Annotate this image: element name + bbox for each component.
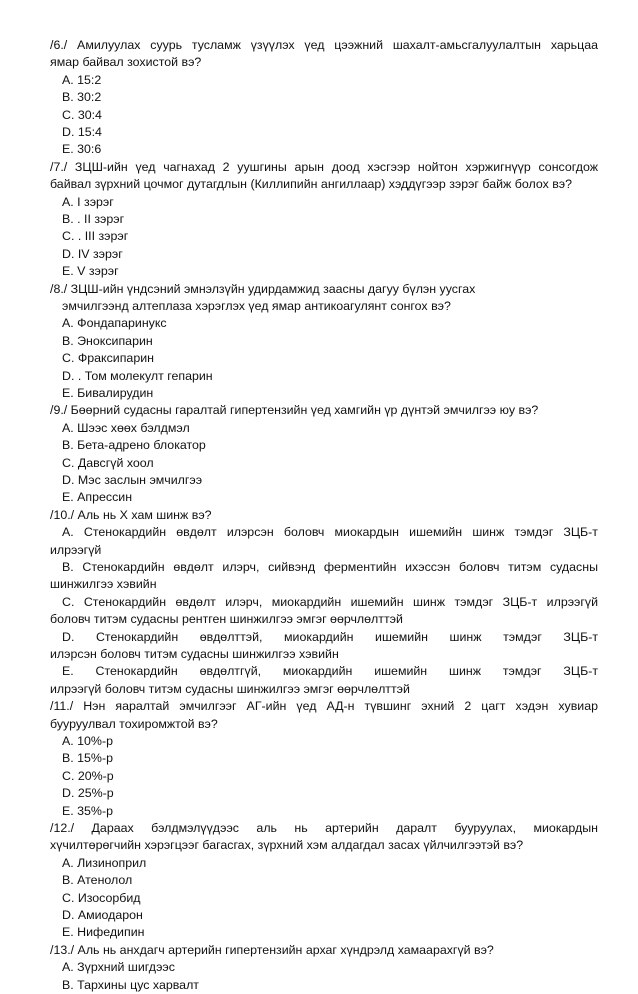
text-line: С. Фраксипарин [62,351,154,366]
text-line: A. I зэрэг [62,194,114,209]
text-line: B. 30:2 [62,90,102,105]
text-line: шинжилгээ хэвийн [50,577,157,592]
text-line: Е. Нифедипин [62,925,145,940]
text-line: А. Стенокардийн өвдөлт илэрсэн боловч миокардын ишемийн шинж тэмдэг ЗЦБ-т [62,525,598,540]
text-line: /12./ Дараах бэлдмэлүүдээс аль нь артерийн даралт бууруулах, миокардын [50,821,598,835]
text-line: B. . II зэрэг [62,212,125,226]
text-line: /6./ Амилуулах суурь тусламж үзүүлэх үед цээжний шахалт-амьсгалуулалтын харьцаа [50,38,598,52]
text-line: E. Стенокардийн өвдөлтгүй, миокардийн ишемийн шинж тэмдэг ЗЦБ-т [62,664,598,679]
text-line: илэрсэн боловч титэм судасны шинжилгээ хэвийн [50,647,339,661]
text-line: хүчилтөрөгчийн хэрэгцээг багасгах, зүрхний хэм алдагдал засах үйлчилгээтэй вэ? [50,838,524,853]
text-line: В. Бета-адрено блокатор [62,438,206,453]
text-line: D. Мэс заслын эмчилгээ [62,473,203,487]
text-line: D. 25%-р [62,786,114,801]
text-line: C. 20%-р [62,768,114,783]
text-line: /13./ Аль нь анхдагч артерийн гипертензийн архаг хүндрэлд хамаарахгүй вэ? [50,942,494,957]
text-line: Е. Апрессин [62,490,133,505]
text-line: А. Фондапаринукс [62,316,167,331]
text-line: D. . Том молекулт гепарин [62,368,213,383]
text-line: В. Тархины цус харвалт [62,977,199,992]
text-line: С. Стенокардийн өвдөлт илэрч, миокардийн ишемийн шинж тэмдэг ЗЦБ-т илрээгүй [62,594,598,609]
text-line: илрээгүй боловч титэм судасны шинжилгээ эмгэг өөрчлөлттэй [50,681,410,696]
text-line: D. Стенокардийн өвдөлттэй, миокардийн ишемийн шинж тэмдэг ЗЦБ-т [62,629,598,644]
text-line: С. Изосорбид [62,890,141,905]
text-line: байвал зүрхний цочмог дутагдлын (Киллипийн ангиллаар) хэддүгээр зэрэг байж болох вэ? [50,177,573,192]
text-line: A. 10%-р [62,734,113,748]
text-line: С. Давсгүй хоол [62,455,154,470]
text-line: А. Лизиноприл [62,855,147,870]
text-line: эмчилгээнд алтеплаза хэрэглэх үед ямар антикоагулянт сонгох вэ? [62,299,451,313]
text-line: В. Эноксипарин [62,333,153,348]
text-line: В. Атенолол [62,873,133,888]
text-line: E. V зэрэг [62,264,119,279]
text-line: C. 30:4 [62,107,102,122]
text-line: илрээгүй [50,542,102,557]
text-line: А. Шээс хөөх бэлдмэл [62,420,190,435]
text-line: /9./ Бөөрний судасны гаралтай гипертензийн үед хамгийн үр дүнтэй эмчилгээ юу вэ? [50,403,539,418]
text-line: В. Стенокардийн өвдөлт илэрч, сийвэнд ферментийн ихэссэн боловч титэм судасны [62,560,598,574]
text-line: /8./ ЗЦШ-ийн үндсэний эмнэлзүйн удирдамжид заасны дагуу бүлэн уусгах [50,281,476,296]
text-line: B. 15%-р [62,751,113,766]
text-line: ямар байвал зохистой вэ? [50,55,202,70]
text-line: Е. Бивалирудин [62,386,154,400]
text-line: D. Амиодарон [62,908,143,922]
text-line: А. 15:2 [62,72,102,87]
text-line: D. 15:4 [62,125,102,139]
text-line: боловч титэм судасны рентген шинжилгээ эмгэг өөрчлөлттэй [50,612,403,627]
text-line: C. . III зэрэг [62,229,129,244]
text-line: D. IV зэрэг [62,246,123,261]
text-line: /7./ ЗЦШ-ийн үед чагнахад 2 уушгины арын доод хэсгээр нойтон хэржигнүүр сонсогдож [50,159,598,174]
text-line: /10./ Аль нь X хам шинж вэ? [50,507,212,522]
text-line: А. Зүрхний шигдээс [62,960,175,975]
text-line: E. 30:6 [62,142,102,157]
text-line: /11./ Нэн яаралтай эмчилгээг АГ-ийн үед АД-н түвшинг эхний 2 цагт хэдэн хувиар [50,699,598,714]
text-line: E. 35%-р [62,803,113,818]
text-line: бууруулвал тохиромжтой вэ? [50,716,218,731]
